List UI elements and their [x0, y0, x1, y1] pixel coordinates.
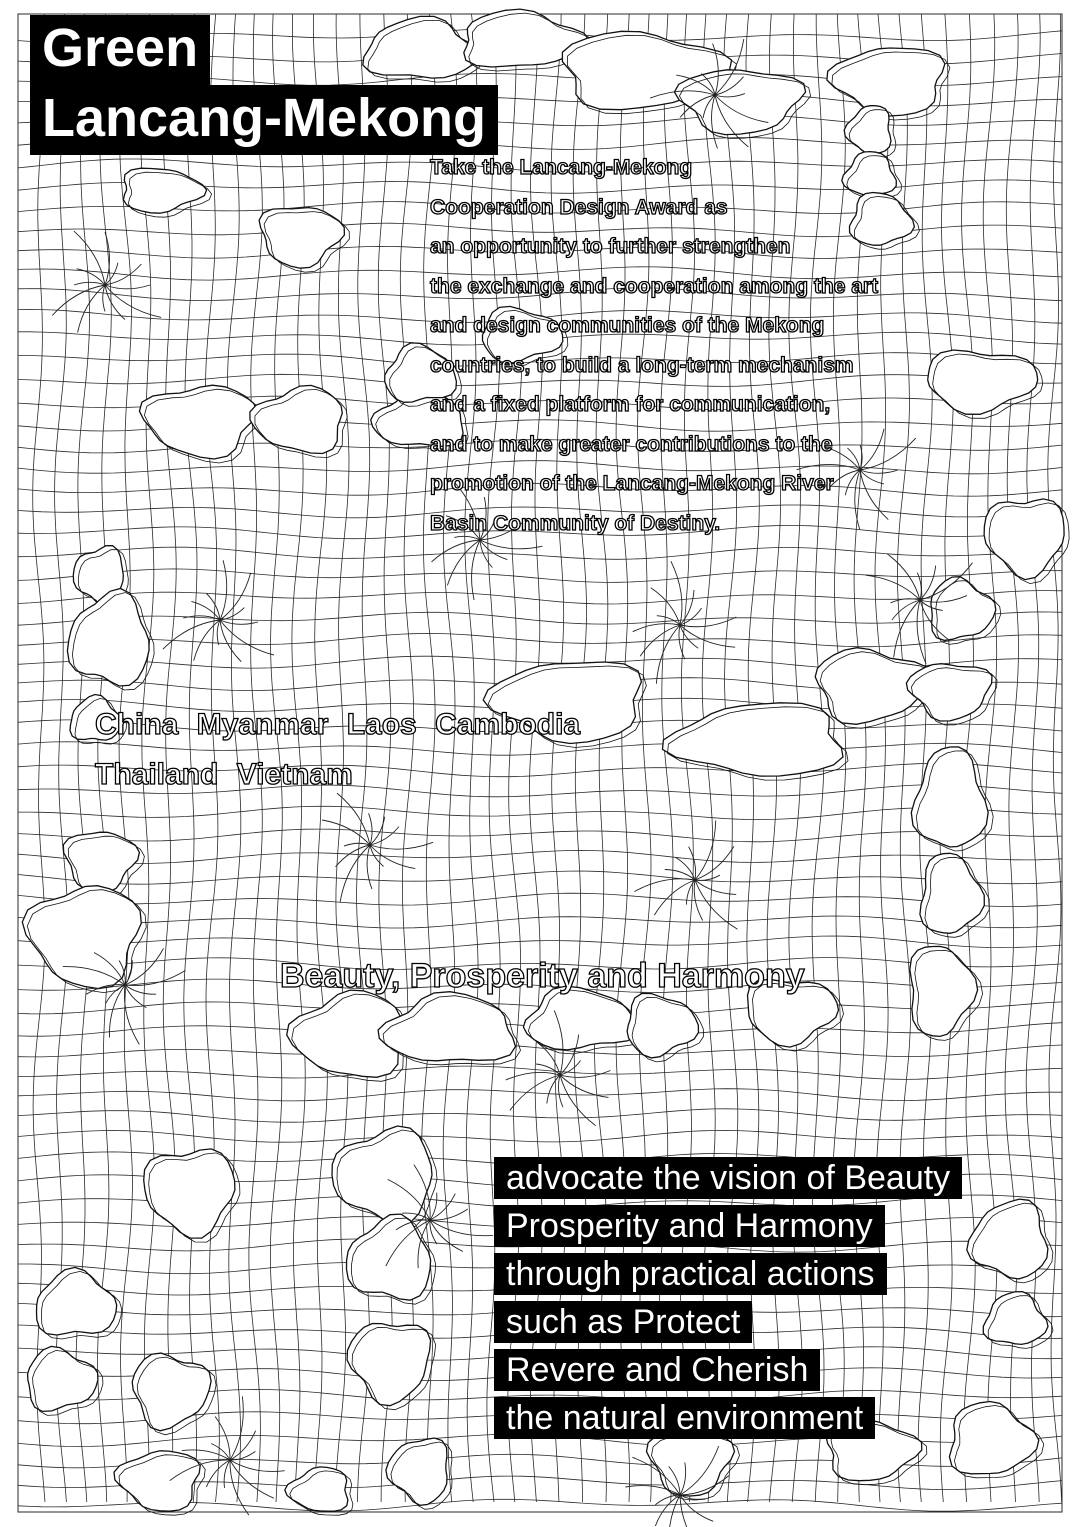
grid-line-horizontal: [18, 829, 1062, 842]
star-burst-ray: [220, 620, 258, 624]
vision-line: Revere and Cherish: [494, 1349, 820, 1391]
star-burst-ray: [220, 620, 241, 662]
grid-line-horizontal: [18, 591, 1062, 604]
intro-line: the exchange and cooperation among the art: [430, 274, 879, 298]
vision-line: advocate the vision of Beauty: [494, 1157, 962, 1199]
star-burst-ray: [695, 875, 720, 880]
star-burst-ray: [430, 1220, 493, 1236]
star-burst-ray: [217, 620, 220, 645]
organic-blob: [144, 1149, 235, 1238]
organic-blob: [114, 1451, 200, 1511]
star-burst-ray: [866, 575, 920, 600]
vision-statement: [494, 1157, 962, 1445]
organic-blob: [663, 703, 844, 776]
organic-blob: [347, 1324, 431, 1406]
star-burst-ray: [220, 573, 251, 620]
star-burst-ray: [472, 540, 480, 600]
intro-line: and a fixed platform for communication,: [430, 393, 831, 416]
grid-line-vertical: [983, 14, 997, 1502]
organic-blob: [28, 1346, 98, 1411]
vision-line: the natural environment: [494, 1397, 875, 1439]
star-burst-ray: [220, 560, 227, 620]
title-line: Lancang-Mekong: [30, 85, 498, 155]
star-burst-ray: [230, 1460, 274, 1498]
star-burst-ray: [230, 1397, 243, 1461]
star-burst-ray: [207, 594, 221, 621]
star-burst-ray: [106, 985, 125, 1003]
star-burst-ray: [447, 540, 480, 585]
star-burst-ray: [680, 608, 702, 625]
star-burst-ray: [370, 827, 399, 845]
star-burst-ray: [105, 285, 150, 289]
intro-line: and to make greater contributions to the: [430, 432, 833, 456]
star-burst-ray: [432, 540, 481, 562]
organic-blob: [132, 1353, 211, 1431]
intro-paragraph: [430, 148, 878, 543]
grid-line-horizontal: [18, 547, 1062, 559]
star-burst-ray: [215, 1417, 230, 1461]
organic-blob: [983, 1292, 1048, 1345]
intro-line: Basin Community of Destiny.: [430, 511, 721, 535]
organic-blob: [37, 1267, 117, 1335]
star-burst-ray: [367, 845, 372, 889]
star-burst-ray: [694, 880, 702, 921]
organic-blob: [22, 886, 141, 989]
organic-blob: [139, 385, 257, 459]
star-burst-ray: [230, 1460, 285, 1471]
organic-blob: [949, 1402, 1038, 1474]
grid-line-vertical: [1048, 14, 1062, 1502]
star-burst-ray: [125, 971, 185, 986]
star-burst-ray: [917, 600, 926, 664]
poster-title: [30, 15, 498, 155]
countries-line: Thailand Vietnam: [95, 758, 353, 791]
star-burst-ray: [124, 985, 139, 1044]
star-burst-ray: [430, 1220, 463, 1252]
star-burst-ray: [105, 285, 161, 317]
star-burst-ray: [695, 846, 734, 880]
star-burst-ray: [74, 282, 105, 285]
star-burst-ray: [336, 845, 371, 867]
title-line: Green: [30, 15, 210, 85]
organic-blob: [386, 1438, 447, 1505]
star-burst-ray: [370, 842, 433, 849]
star-burst-ray: [105, 232, 110, 285]
star-burst-ray: [894, 600, 920, 658]
grid-line-horizontal: [18, 871, 1062, 884]
grid-line-horizontal: [18, 806, 1062, 819]
organic-blob: [928, 350, 1038, 414]
grid-line-horizontal: [18, 1130, 1062, 1142]
star-burst-ray: [689, 847, 696, 880]
star-burst-ray: [74, 231, 105, 285]
organic-blob: [123, 168, 206, 213]
vision-line: such as Protect: [494, 1301, 752, 1343]
countries-line: China Myanmar Laos Cambodia: [95, 708, 581, 741]
star-burst-ray: [430, 1194, 455, 1220]
star-burst-ray: [892, 600, 920, 620]
grid-line-horizontal: [18, 893, 1062, 906]
organic-blob: [967, 1199, 1048, 1279]
star-burst-ray: [654, 880, 695, 915]
star-burst-ray: [103, 285, 105, 312]
star-burst-ray: [634, 879, 695, 892]
star-burst-ray: [676, 857, 696, 880]
slogan: Beauty, Prosperity and Harmony: [280, 957, 805, 995]
countries-list: [95, 700, 580, 800]
organic-blob: [920, 853, 984, 933]
star-burst-ray: [656, 625, 680, 684]
star-burst-ray: [211, 1444, 230, 1461]
vision-line: through practical actions: [494, 1253, 887, 1295]
organic-blob: [378, 992, 515, 1061]
star-burst-ray: [558, 1075, 562, 1107]
star-burst-ray: [655, 1495, 680, 1526]
star-burst-ray: [125, 948, 164, 985]
grid-line-vertical: [33, 14, 46, 1502]
organic-blob: [332, 1126, 432, 1225]
grid-line-vertical: [1026, 14, 1040, 1502]
star-burst-ray: [224, 1460, 230, 1488]
star-burst-ray: [109, 985, 125, 1038]
star-burst-ray: [220, 620, 274, 655]
star-burst-ray: [125, 985, 146, 1008]
intro-line: promotion of the Lancang-Mekong River: [430, 472, 834, 495]
intro-line: and design communities of the Mekong: [430, 314, 825, 337]
organic-blob: [906, 664, 992, 721]
intro-line: an opportunity to further strengthen: [430, 235, 791, 258]
intro-line: Cooperation Design Award as: [430, 195, 728, 219]
grid-line-horizontal: [18, 850, 1062, 863]
intro-line: Take the Lancang-Mekong: [430, 156, 693, 179]
grid-line-horizontal: [18, 1109, 1062, 1122]
organic-blob: [931, 577, 996, 641]
intro-line: countries, to build a long-term mechanism: [430, 353, 854, 377]
grid-line-horizontal: [18, 1044, 1062, 1057]
organic-blob: [910, 946, 978, 1036]
organic-blob: [67, 589, 149, 687]
vision-line: Prosperity and Harmony: [494, 1205, 885, 1247]
star-burst-ray: [430, 1209, 468, 1220]
organic-blob: [911, 747, 988, 847]
